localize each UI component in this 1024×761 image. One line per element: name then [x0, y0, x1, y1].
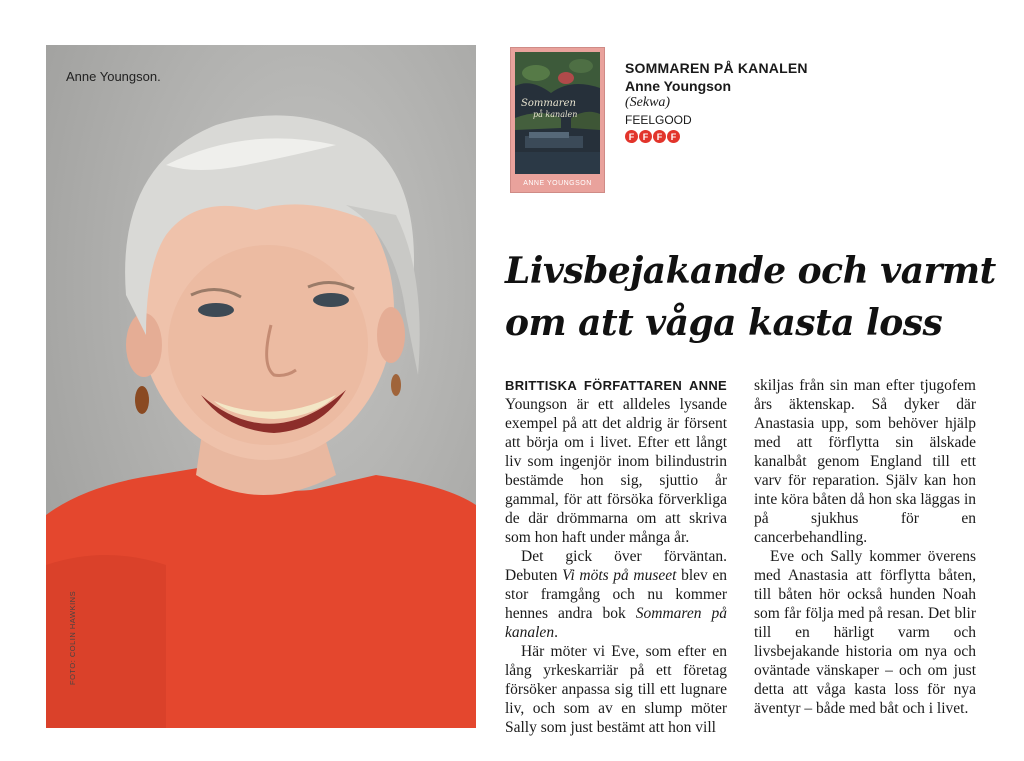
cover-title-line2: på kanalen: [533, 110, 578, 119]
lead-in: BRITTISKA FÖRFATTAREN ANNE: [505, 378, 727, 393]
cover-author: ANNE YOUNGSON: [523, 180, 592, 187]
book-cover: [511, 48, 604, 192]
rating-icon: F: [667, 130, 680, 143]
book-publisher: (Sekwa): [625, 95, 671, 110]
headline: [505, 245, 996, 349]
article-column-2: [754, 376, 976, 718]
article-column-1: [505, 376, 727, 737]
paragraph-text: Här möter vi Eve, som efter en lång yrkeskarriär på ett företag försöker anpassa sig till ett lugnare liv, och som av en slump möter Sally som just bestämt att hon vill: [505, 643, 727, 736]
rating: [625, 130, 808, 143]
paragraph: [505, 547, 727, 642]
book-genre: FEELGOOD: [625, 113, 692, 127]
paragraph: [754, 376, 976, 547]
paragraph: [505, 376, 727, 547]
book-author: Anne Youngson: [625, 78, 732, 94]
paragraph: [505, 642, 727, 737]
author-photo: [46, 45, 476, 728]
cover-title-line1: Sommaren: [521, 98, 576, 109]
photo-credit: FOTO: COLIN HAWKINS: [68, 590, 77, 685]
photo-caption: Anne Youngson.: [66, 69, 161, 84]
cover-illustration: [511, 48, 604, 192]
headline-line-1: Livsbejakande och varmt: [505, 250, 996, 292]
paragraph: [754, 547, 976, 718]
book-reference: Vi möts på museet: [562, 567, 677, 584]
paragraph-text: .: [554, 624, 558, 641]
rating-icon: F: [639, 130, 652, 143]
paragraph-text: Youngson är ett alldeles lysande exempel på att det aldrig är försent att börja om i livet. Efter ett långt liv som ingenjör inom bilindustrin bestämde hon sig, sjuttio år gammal, för att försöka förverkliga de där drömmarna om att skriva som hon haft under många år.: [505, 396, 727, 546]
paragraph-text: blev en stor framgång och nu kommer hennes andra bok: [505, 567, 728, 622]
book-info: [625, 60, 808, 143]
rating-icon: F: [625, 130, 638, 143]
book-title: SOMMAREN PÅ KANALEN: [625, 60, 808, 76]
paragraph-text: Det gick över förväntan. Debuten: [505, 548, 727, 584]
rating-icon: F: [653, 130, 666, 143]
headline-line-2: om att våga kasta loss: [505, 302, 943, 344]
book-reference: Sommaren på kanalen: [505, 605, 728, 641]
paragraph-text: Eve och Sally kommer överens med Anastasia att förflytta båten, till båten hör också hunden Noah som får följa med på resan. Det blir till en härligt varm och livsbejakande historia om nya och oväntade vänskaper – och om just detta att våga kasta loss för nya äventyr – både med båt och i livet.: [754, 548, 976, 717]
paragraph-text: skiljas från sin man efter tjugofem års äktenskap. Så dyker där Anastasia upp, som behöver hjälp med att förflytta sin älskade kanalbåt genom England till ett varv för reparation. Själv kan hon inte köra båten då hon ska läggas in på sjukhus för en cancerbehandling.: [754, 377, 976, 546]
portrait-illustration: [46, 45, 476, 728]
